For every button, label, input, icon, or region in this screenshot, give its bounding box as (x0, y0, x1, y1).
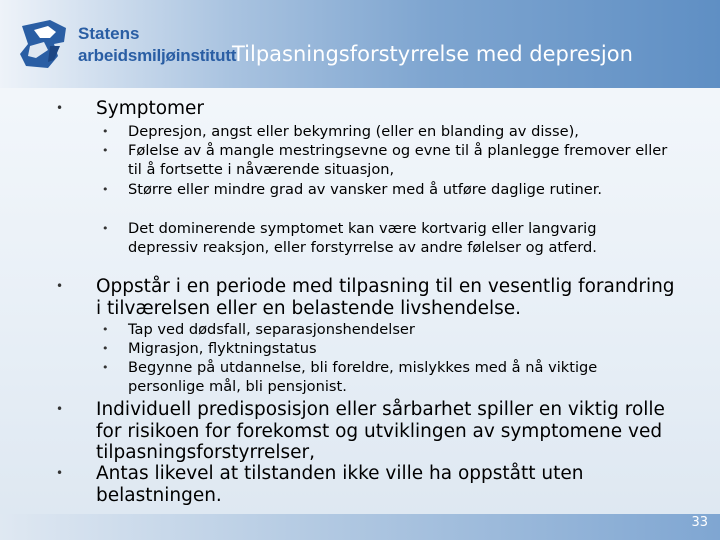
sub-bullet-text: Større eller mindre grad av vansker med å utføre daglige rutiner. (128, 181, 603, 198)
bullet-dot-icon: • (102, 361, 109, 374)
bullet-text: Symptomer (96, 98, 205, 119)
sub-bullet-text: Tap ved dødsfall, separasjonshendelser (128, 321, 415, 338)
sub-bullet (102, 339, 668, 358)
bullet-symptomer (56, 98, 676, 120)
bullet-dot-icon: • (56, 402, 64, 416)
bullet-dot-icon: • (102, 125, 109, 138)
logo-text-institute: arbeidsmiljøinstitutt (78, 46, 237, 65)
sub-bullet-text: Følelse av å mangle mestringsevne og evne til å planlegge fremover eller til å fortsette i nåværende situasjon, (128, 142, 668, 179)
bullet-antas (56, 463, 676, 506)
page-number: 33 (691, 515, 708, 530)
sub-bullet-text: Depresjon, angst eller bekymring (eller en blanding av disse), (128, 123, 579, 140)
stami-logo (14, 16, 244, 82)
bullet-text: Oppstår i en periode med tilpasning til en vesentlig forandring i tilværelsen eller en belastende livshendelse. (96, 276, 675, 319)
sub-bullet-text: Migrasjon, flyktningstatus (128, 340, 317, 357)
bullet-dot-icon: • (102, 342, 109, 355)
slide-content (0, 92, 720, 512)
bullet-dot-icon: • (56, 101, 64, 115)
bullet-dot-icon: • (56, 279, 64, 293)
sub-bullet (102, 219, 668, 258)
bullet-dot-icon: • (102, 144, 109, 157)
slide-title: Tilpasningsforstyrrelse med depresjon (232, 42, 633, 66)
bullet-oppstar (56, 276, 676, 319)
slide-header (0, 0, 720, 88)
bullet-text: Individuell predisposisjon eller sårbarhet spiller en viktig rolle for risikoen for forekomst og utviklingen av symptomene ved tilpasningsforstyrrelser, (96, 399, 665, 463)
sub-bullet (102, 358, 668, 397)
sub-bullet (102, 320, 668, 339)
bullet-predisposisjon (56, 399, 676, 464)
bullet-dot-icon: • (102, 222, 109, 235)
sub-bullet-text: Det dominerende symptomet kan være kortvarig eller langvarig depressiv reaksjon, eller forstyrrelse av andre følelser og atferd. (128, 220, 597, 257)
bullet-text: Antas likevel at tilstanden ikke ville ha oppstått uten belastningen. (96, 463, 584, 506)
stami-logo-icon (14, 16, 74, 74)
footer-band (0, 514, 720, 540)
bullet-dot-icon: • (102, 183, 109, 196)
bullet-dot-icon: • (56, 466, 64, 480)
bullet-dot-icon: • (102, 323, 109, 336)
logo-text-statens: Statens (78, 24, 140, 43)
sub-bullet (102, 180, 668, 199)
sub-bullet (102, 141, 668, 180)
sub-bullet (102, 122, 668, 141)
sub-bullet-text: Begynne på utdannelse, bli foreldre, mislykkes med å nå viktige personlige mål, bli pensjonist. (128, 359, 598, 396)
